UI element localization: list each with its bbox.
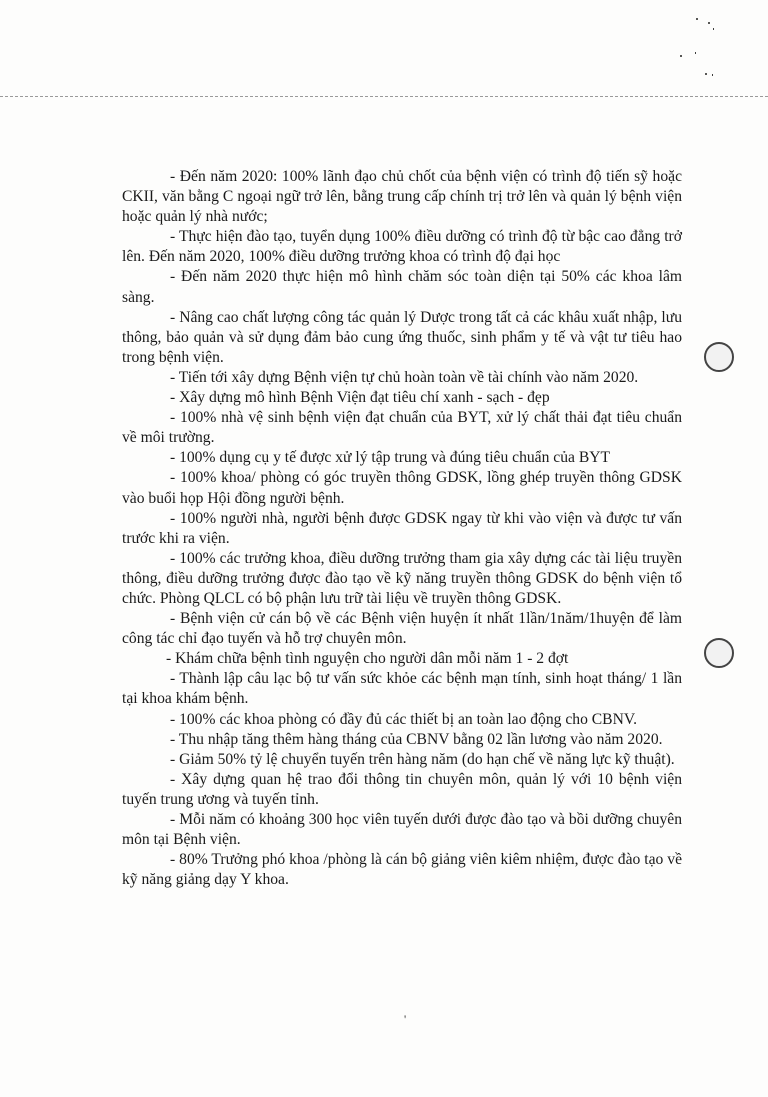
paragraph: - 100% người nhà, người bệnh được GDSK ngay từ khi vào viện và được tư vấn trước khi ra viện. bbox=[122, 509, 682, 547]
scan-speck bbox=[680, 55, 682, 57]
scan-speck bbox=[705, 73, 707, 75]
paragraph: - 100% các trưởng khoa, điều dưỡng trưởng tham gia xây dựng các tài liệu truyền thông, điều dưỡng trưởng được đào tạo về kỹ năng truyền thông GDSK do bệnh viện tổ chức. Phòng QLCL có bộ phận lưu trữ tài liệu về truyền thông GDSK. bbox=[122, 549, 682, 607]
paragraph: - Thành lập câu lạc bộ tư vấn sức khỏe các bệnh mạn tính, sinh hoạt tháng/ 1 lần tại khoa khám bệnh. bbox=[122, 670, 682, 708]
scan-speck bbox=[708, 22, 710, 24]
scan-speck bbox=[713, 28, 714, 30]
paragraph: - Tiến tới xây dựng Bệnh viện tự chủ hoàn toàn về tài chính vào năm 2020. bbox=[170, 368, 639, 386]
scan-speck bbox=[712, 74, 713, 76]
paragraph: - Nâng cao chất lượng công tác quản lý Dược trong tất cả các khâu xuất nhập, lưu thông, bảo quản và sử dụng đảm bảo cung ứng thuốc, sinh phẩm y tế và vật tư tiêu hao trong bệnh viện. bbox=[122, 308, 682, 366]
paragraph: - 100% các khoa phòng có đầy đủ các thiết bị an toàn lao động cho CBNV. bbox=[170, 710, 637, 728]
paragraph: - Bệnh viện cử cán bộ về các Bệnh viện huyện ít nhất 1lần/1năm/1huyện để làm công tác chỉ đạo tuyến và hỗ trợ chuyên môn. bbox=[122, 610, 682, 648]
scan-speck bbox=[696, 18, 698, 20]
paragraph: - 100% dụng cụ y tế được xử lý tập trung và đúng tiêu chuẩn của BYT bbox=[170, 449, 611, 467]
paragraph: - Thực hiện đào tạo, tuyển dụng 100% điều dưỡng có trình độ từ bậc cao đẳng trở lên. Đến năm 2020, 100% điều dưỡng trưởng khoa có trình độ đại học bbox=[122, 228, 682, 266]
punch-hole-bottom bbox=[704, 638, 734, 668]
scan-speck bbox=[695, 52, 696, 54]
page-mark: ' bbox=[404, 1012, 407, 1026]
punch-hole-top bbox=[704, 342, 734, 372]
paragraph: - 100% nhà vệ sinh bệnh viện đạt chuẩn của BYT, xử lý chất thải đạt tiêu chuẩn về môi trường. bbox=[122, 409, 682, 447]
paragraph: - 80% Trưởng phó khoa /phòng là cán bộ giảng viên kiêm nhiệm, được đào tạo về kỹ năng giảng dạy Y khoa. bbox=[122, 851, 682, 889]
paragraph: - Xây dựng quan hệ trao đổi thông tin chuyên môn, quản lý với 10 bệnh viện tuyến trung ương và tuyến tỉnh. bbox=[122, 770, 682, 808]
paragraph: - Khám chữa bệnh tình nguyện cho người dân mỗi năm 1 - 2 đợt bbox=[166, 650, 569, 668]
paragraph: - Đến năm 2020: 100% lãnh đạo chủ chốt của bệnh viện có trình độ tiến sỹ hoặc CKII, văn bằng C ngoại ngữ trở lên, bằng trung cấp chính trị trở lên và quản lý bệnh viện hoặc quản lý nhà nước; bbox=[122, 168, 682, 226]
document-body bbox=[122, 167, 682, 890]
paragraph: - Giảm 50% tỷ lệ chuyển tuyến trên hàng năm (do hạn chế về năng lực kỹ thuật). bbox=[170, 750, 675, 768]
top-divider bbox=[0, 96, 768, 97]
paragraph: - Xây dựng mô hình Bệnh Viện đạt tiêu chí xanh - sạch - đẹp bbox=[170, 389, 550, 407]
paragraph: - Thu nhập tăng thêm hàng tháng của CBNV bằng 02 lần lương vào năm 2020. bbox=[170, 730, 663, 748]
paragraph: - Mỗi năm có khoảng 300 học viên tuyến dưới được đào tạo và bồi dưỡng chuyên môn tại Bệnh viện. bbox=[122, 811, 682, 849]
paragraph: - 100% khoa/ phòng có góc truyền thông GDSK, lồng ghép truyền thông GDSK vào buổi họp Hội đồng người bệnh. bbox=[122, 469, 682, 507]
paragraph: - Đến năm 2020 thực hiện mô hình chăm sóc toàn diện tại 50% các khoa lâm sàng. bbox=[122, 268, 682, 306]
